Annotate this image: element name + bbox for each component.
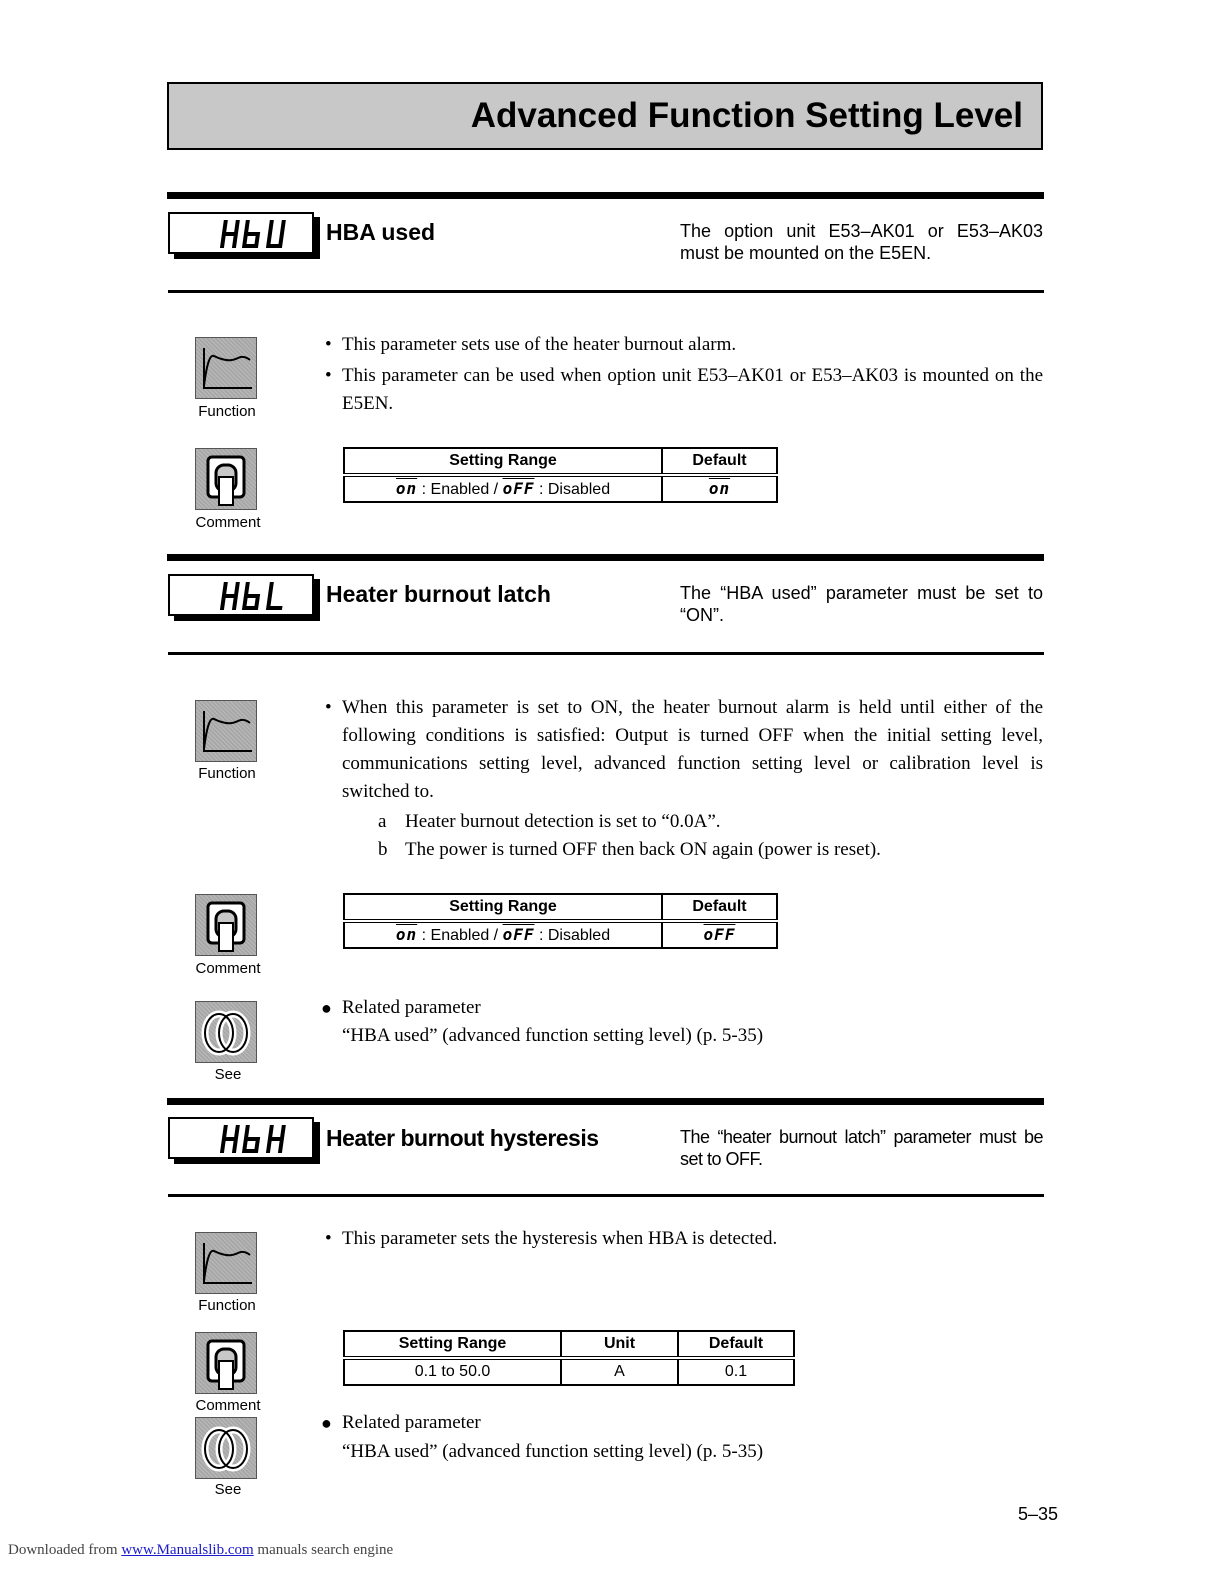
see-icon xyxy=(195,1417,257,1479)
page-title: Advanced Function Setting Level xyxy=(470,96,1023,135)
bullet-dot: • xyxy=(325,1228,332,1249)
display-code-box xyxy=(168,1117,314,1159)
related-bullet: ● xyxy=(321,1413,332,1433)
disabled-label: : Disabled xyxy=(538,481,611,498)
related-parameter-title: Related parameter xyxy=(342,997,481,1018)
bullet-dot: • xyxy=(325,365,332,386)
table-cell-unit: A xyxy=(561,1358,678,1385)
seven-segment-hbu-icon xyxy=(220,219,292,249)
related-parameter-link[interactable]: “HBA used” (advanced function setting level) (p. 5-35) xyxy=(342,1441,764,1462)
related-parameter-link[interactable]: “HBA used” (advanced function setting level) (p. 5-35) xyxy=(342,1025,764,1046)
body-bullet: This parameter sets the hysteresis when HBA is detected. xyxy=(342,1228,778,1249)
bullet-dot: • xyxy=(325,697,332,718)
comment-icon xyxy=(195,448,257,510)
section-top-rule xyxy=(167,554,1044,561)
footer-prefix: Downloaded from xyxy=(8,1542,118,1558)
body-bullet: This parameter sets use of the heater burnout alarm. xyxy=(342,334,737,355)
related-bullet: ● xyxy=(321,998,332,1018)
sub-item-text: Heater burnout detection is set to “0.0A”. xyxy=(405,811,721,832)
param-condition: The “heater burnout latch” parameter must be set to OFF. xyxy=(680,1127,1043,1169)
comment-icon xyxy=(195,894,257,956)
param-condition: The “HBA used” parameter must be set to “ON”. xyxy=(680,583,1043,625)
table-header: Setting Range xyxy=(344,894,662,921)
param-title-hba-used: HBA used xyxy=(326,219,436,245)
disabled-label: : Disabled xyxy=(538,927,611,944)
setting-range-table xyxy=(343,447,778,503)
table-cell-range xyxy=(344,921,662,948)
table-cell-range: 0.1 to 50.0 xyxy=(344,1358,561,1385)
footer-link[interactable]: www.Manualslib.com xyxy=(121,1542,254,1558)
function-label: Function xyxy=(198,403,256,420)
function-label: Function xyxy=(198,1297,256,1314)
seven-segment-hbh-icon xyxy=(220,1124,292,1154)
section-bottom-rule xyxy=(168,290,1044,293)
display-code-box xyxy=(168,212,314,254)
bullet-dot: • xyxy=(325,334,332,355)
comment-label: Comment xyxy=(195,1397,261,1414)
download-footer xyxy=(8,1542,393,1559)
param-title-heater-burnout-latch: Heater burnout latch xyxy=(326,581,551,607)
page-header xyxy=(167,82,1043,150)
table-header: Setting Range xyxy=(344,1331,561,1358)
table-header: Setting Range xyxy=(344,448,662,475)
footer-suffix: manuals search engine xyxy=(257,1542,394,1558)
body-bullet: This parameter can be used when option unit E53–AK01 or E53–AK03 is mounted on the E5EN. xyxy=(342,365,1043,414)
comment-label: Comment xyxy=(195,960,261,977)
seg-code-on: $\overline{on}$ xyxy=(395,479,418,498)
param-condition: The option unit E53–AK01 or E53–AK03 must be mounted on the E5EN. xyxy=(680,221,1043,263)
param-title-heater-burnout-hysteresis: Heater burnout hysteresis xyxy=(326,1125,599,1151)
table-cell-range xyxy=(344,475,662,502)
table-cell-default xyxy=(662,475,777,502)
sub-item-letter: a xyxy=(378,811,387,832)
body-bullet: When this parameter is set to ON, the heater burnout alarm is held until either of the following conditions is satisfied: Output is turned OFF when the initial setting level, communications setting level, advanced function setting level or calibration level is switched to. xyxy=(342,697,1043,802)
function-icon xyxy=(195,1232,257,1294)
see-icon xyxy=(195,1001,257,1063)
display-code-box xyxy=(168,574,314,616)
function-icon xyxy=(195,337,257,399)
sub-item-text: The power is turned OFF then back ON again (power is reset). xyxy=(405,839,881,860)
section-bottom-rule xyxy=(168,652,1044,655)
section-top-rule xyxy=(167,192,1044,199)
seg-code-off: $\overline{oFF}$ xyxy=(502,925,535,944)
setting-range-table xyxy=(343,893,778,949)
table-cell-default xyxy=(662,921,777,948)
table-cell-default: 0.1 xyxy=(678,1358,794,1385)
table-header: Default xyxy=(678,1331,794,1358)
related-parameter-title: Related parameter xyxy=(342,1412,481,1433)
enabled-label: : Enabled / xyxy=(421,927,499,944)
setting-range-table xyxy=(343,1330,795,1386)
section-bottom-rule xyxy=(168,1194,1044,1197)
comment-label: Comment xyxy=(195,514,261,531)
table-header: Default xyxy=(662,894,777,921)
section-top-rule xyxy=(167,1098,1044,1105)
table-header: Default xyxy=(662,448,777,475)
seg-code-default: $\overline{oFF}$ xyxy=(703,925,736,944)
comment-icon xyxy=(195,1332,257,1394)
seg-code-off: $\overline{oFF}$ xyxy=(502,479,535,498)
enabled-label: : Enabled / xyxy=(421,481,499,498)
function-label: Function xyxy=(198,765,256,782)
seg-code-default: $\overline{on}$ xyxy=(708,479,731,498)
sub-item-letter: b xyxy=(378,839,388,860)
see-label: See xyxy=(214,1481,242,1498)
table-header: Unit xyxy=(561,1331,678,1358)
seven-segment-hbl-icon xyxy=(220,581,292,611)
page-number: 5–35 xyxy=(1018,1504,1059,1524)
function-icon xyxy=(195,700,257,762)
see-label: See xyxy=(214,1066,242,1083)
seg-code-on: $\overline{on}$ xyxy=(395,925,418,944)
